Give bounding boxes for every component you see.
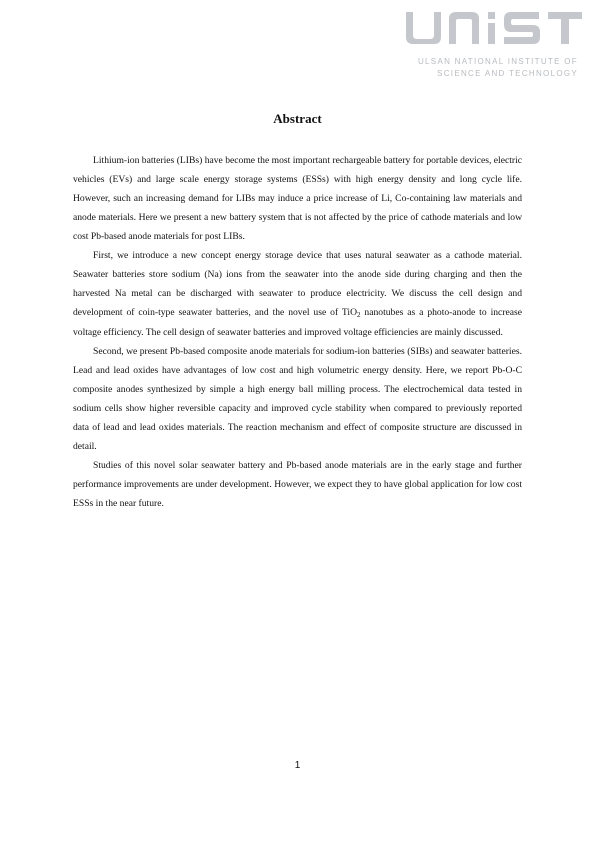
tio2-subscript: 2 xyxy=(357,311,361,319)
abstract-body xyxy=(73,151,522,513)
page-title: Abstract xyxy=(273,111,322,126)
paragraph-3: Second, we present Pb-based composite anode materials for sodium-ion batteries (SIBs) and seawater batteries. Lead and lead oxides have advantages of low cost and high volumetric energy density. Here, we report Pb-O-C composite anodes synthesized by simple a high energy ball milling process. The electrochemical data tested in sodium cells show higher reversible capacity and improved cycle stability when compared to previously reported data of lead and lead oxides materials. The reaction mechanism and effect of composite structure are discussed in detail. xyxy=(73,346,522,452)
paragraph-1: Lithium-ion batteries (LIBs) have become the most important rechargeable battery for portable devices, electric vehicles (EVs) and large scale energy storage systems (ESSs) with high energy density and long cycle life. However, such an increasing demand for LIBs may induce a price increase of Li, Co-containing law materials and anode materials. Here we present a new battery system that is not affected by the price of cathode materials and low cost Pb-based anode materials for post LIBs. xyxy=(73,155,522,242)
logo-subtitle-line1: ULSAN NATIONAL INSTITUTE OF xyxy=(417,57,578,66)
page-number: 1 xyxy=(294,760,301,771)
unist-logo xyxy=(404,10,584,80)
logo-subtitle xyxy=(404,56,578,80)
paragraph-2 xyxy=(73,246,522,342)
unist-logo-mark xyxy=(404,10,584,46)
paragraph-4: Studies of this novel solar seawater battery and Pb-based anode materials are in the early stage and further performance improvements are under development. However, we expect they to have global application for low cost ESSs in the near future. xyxy=(73,460,522,509)
logo-subtitle-line2: SCIENCE AND TECHNOLOGY xyxy=(437,69,578,78)
paragraph-2-part1: First, we introduce a new concept energy storage device that uses natural seawater as a cathode material. Seawater batteries store sodium (Na) ions from the seawater into the anode side during charging and then the harvested Na metal can be discharged with seawater to produce electricity. We discuss the cell design and development of coin-type seawater batteries, and the novel use of TiO xyxy=(73,250,522,318)
paragraph-2-part2: nanotubes as a photo-anode to increase voltage efficiency. The cell design of seawater batteries and improved voltage efficiencies are mainly discussed. xyxy=(73,307,522,338)
